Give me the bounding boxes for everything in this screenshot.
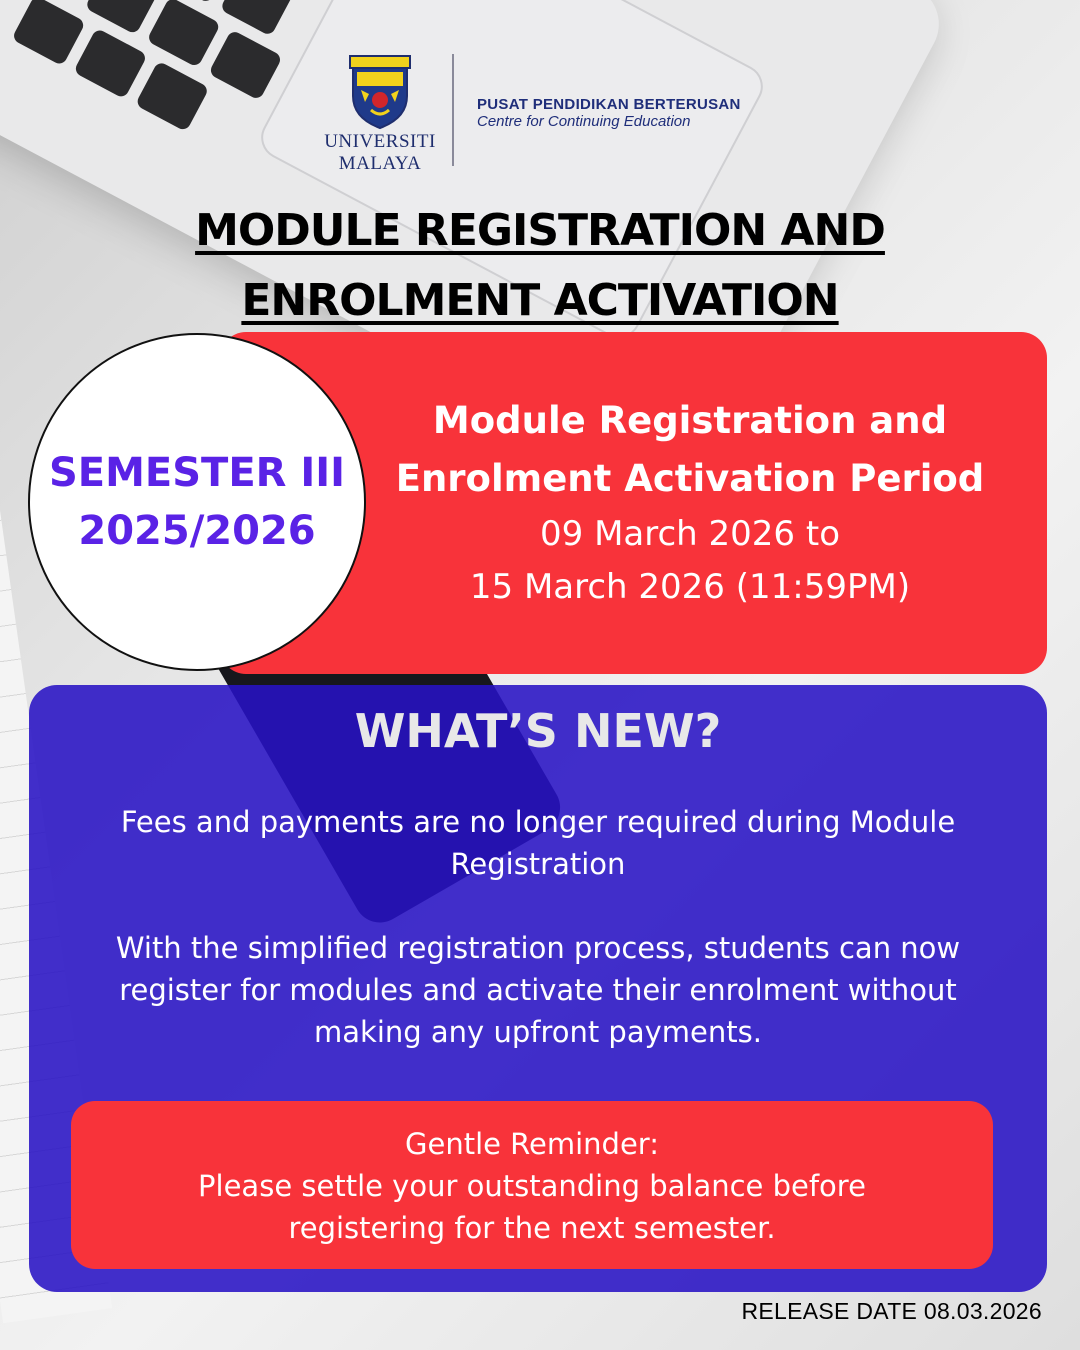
whats-new-paragraph-2: With the simplified registration process, students can now register for modules and activate their enrolment without making any upfront payments. xyxy=(115,931,961,1049)
reminder-title: Gentle Reminder: xyxy=(405,1127,659,1161)
period-dates xyxy=(390,508,990,614)
centre-name-english: Centre for Continuing Education xyxy=(477,113,691,130)
reminder-text-line2: registering for the next semester. xyxy=(288,1211,776,1245)
period-heading xyxy=(350,392,1030,508)
page-title-line2: ENROLMENT ACTIVATION xyxy=(241,275,839,326)
centre-name-malay: PUSAT PENDIDIKAN BERTERUSAN xyxy=(477,96,741,113)
header-logos xyxy=(300,50,780,180)
university-logo xyxy=(300,50,460,180)
centre-name xyxy=(477,96,741,130)
whats-new-paragraph-1: Fees and payments are no longer required during Module Registration xyxy=(120,805,956,881)
whats-new-panel xyxy=(29,685,1047,1292)
period-heading-line1: Module Registration and xyxy=(432,399,948,442)
gentle-reminder-box xyxy=(71,1101,993,1269)
page-title xyxy=(0,196,1080,336)
release-date: RELEASE DATE 08.03.2026 xyxy=(741,1298,1042,1324)
logo-divider xyxy=(452,54,454,166)
university-name-line1: UNIVERSITI xyxy=(324,131,436,152)
period-heading-line2: Enrolment Activation Period xyxy=(395,457,985,500)
semester-year: 2025/2026 xyxy=(78,508,316,554)
universiti-malaya-crest-icon xyxy=(300,50,460,130)
period-date-start: 09 March 2026 to xyxy=(540,514,840,554)
period-date-end: 15 March 2026 (11:59PM) xyxy=(469,567,911,607)
page-title-line1: MODULE REGISTRATION AND xyxy=(195,205,885,256)
reminder-text-line1: Please settle your outstanding balance before xyxy=(198,1169,866,1203)
whats-new-heading: WHAT’S NEW? xyxy=(354,704,722,758)
university-name-line2: MALAYA xyxy=(338,153,422,174)
semester-badge xyxy=(28,333,366,671)
semester-label: SEMESTER III xyxy=(48,450,346,496)
